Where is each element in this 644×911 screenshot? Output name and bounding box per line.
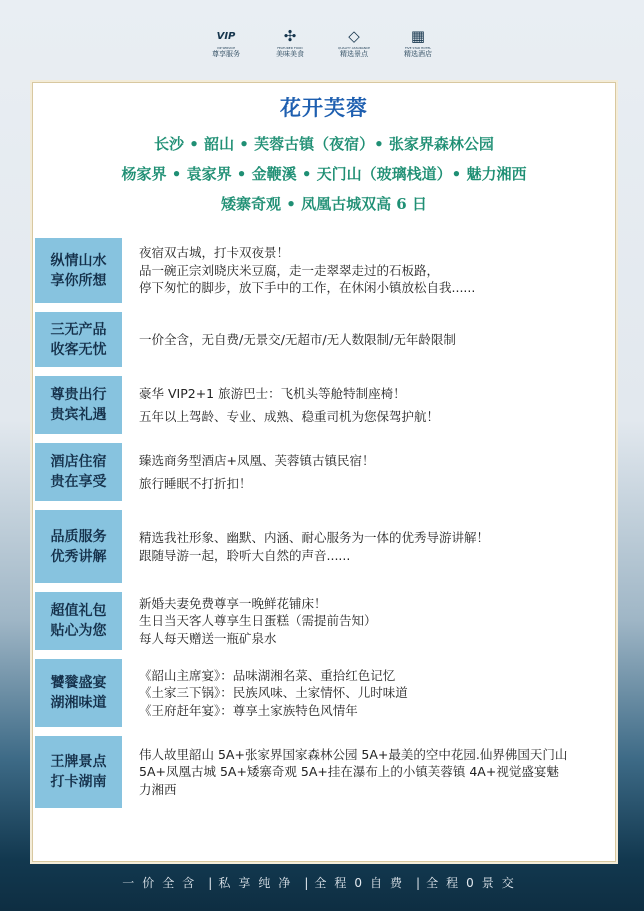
section-content: 伟人故里韶山 5A+张家界国家森林公园 5A+最美的空中花园.仙界佛国天门山 5A+凤凰古城 5A+矮寨奇观 5A+挂在瀑布上的小镇芙蓉镇 4A+视觉盛宴魅力湘西 [139, 746, 568, 797]
section-feast [35, 659, 595, 727]
dining-icon: ✣ [283, 27, 297, 45]
route-line-2: 杨家界 • 袁家界 • 金鞭溪 • 天门山（玻璃栈道）• 魅力湘西 [121, 165, 527, 183]
icon-hotel: ▦ FIVE STAR HOTEL 精选酒店 [404, 27, 432, 58]
section-service [35, 510, 595, 583]
section-label: 纵情山水 享你所想 [35, 238, 122, 303]
footer-tagline: 一价全含 | 私享纯净 | 全程0自费 | 全程0景交 [122, 876, 522, 890]
section-attractions [35, 736, 595, 808]
hotel-icon: ▦ [410, 27, 426, 45]
section-label: 超值礼包 贴心为您 [35, 592, 122, 650]
section-label: 王牌景点 打卡湖南 [35, 736, 122, 808]
section-label: 三无产品 收客无忧 [35, 312, 122, 367]
section-content: 新婚夫妻免费尊享一晚鲜花铺床！ 生日当天客人尊享生日蛋糕（需提前告知） 每人每天赠送一瓶矿泉水 [139, 595, 377, 646]
section-travel [35, 376, 595, 434]
diamond-icon: ◇ [348, 27, 360, 45]
section-label: 酒店住宿 贵在享受 [35, 443, 122, 501]
section-no-extras [35, 312, 595, 367]
section-content: 精选我社形象、幽默、内涵、耐心服务为一体的优秀导游讲解！ 跟随导游一起，聆听大自然的声音...... [139, 530, 490, 563]
section-content: 臻选商务型酒店+凤凰、芙蓉镇古镇民宿！ 旅行睡眠不打折扣！ [139, 452, 375, 491]
icon-vip-service: VIP VIP SERVICE 尊享服务 [206, 26, 246, 59]
section-label: 饕餮盛宴 湖湘味道 [35, 659, 122, 727]
feature-icons [0, 26, 644, 59]
route-line-3: 矮寨奇观 • 凤凰古城双高 6 日 [221, 195, 427, 213]
page-title: 花开芙蓉 [280, 96, 368, 120]
icon-featured-food: ✣ FEATURED FOOD 美味美食 [276, 27, 304, 58]
section-label: 尊贵出行 贵宾礼遇 [35, 376, 122, 434]
section-hotel [35, 443, 595, 501]
section-gift [35, 592, 595, 650]
section-content: 夜宿双古城，打卡双夜景！ 品一碗正宗刘晓庆米豆腐，走一走翠翠走过的石板路， 停下匆忙的脚步，放下手中的工作，在休闲小镇放松自我...... [139, 245, 476, 296]
vip-icon: VIP [216, 30, 236, 42]
icon-quality: ◇ QUALITY ASSURANCE 精选景点 [337, 27, 371, 58]
route-line-1: 长沙 • 韶山 • 芙蓉古镇（夜宿）• 张家界森林公园 [154, 135, 494, 153]
section-label: 品质服务 优秀讲解 [35, 510, 122, 583]
section-content: 《韶山主席宴》：品味湖湘名菜、重拾红色记忆 《土家三下锅》：民族风味、土家情怀、儿时味道 《王府赶年宴》：尊享土家族特色风情年 [139, 667, 408, 718]
section-content: 一价全含，无自费/无景交/无超市/无人数限制/无年龄限制 [139, 331, 456, 347]
section-content: 豪华 VIP2+1 旅游巴士：飞机头等舱特制座椅！ 五年以上驾龄、专业、成熟、稳重司机为您保驾护航！ [139, 385, 440, 424]
section-scenery [35, 238, 595, 303]
